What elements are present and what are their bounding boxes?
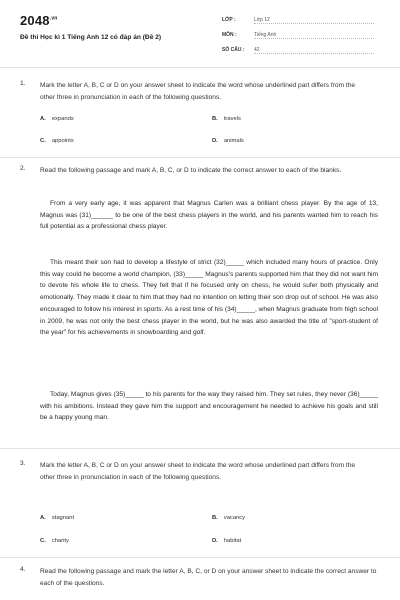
divider [0, 67, 400, 68]
passage-paragraph-3: Today, Magnus gives (35)_____ to his parents for the way they raised him. They set rules, they never (36)_____ with his ambitions. Instead they gave him the support and encouragement he needed to achieve his goals and still be a happy young man. [40, 391, 378, 422]
question-4-text: Read the following passage and mark the letter A, B, C, or D on your answer sheet to indicate the correct answer to each of the questions. [40, 568, 377, 587]
site-logo[interactable] [20, 13, 58, 28]
question-1-option-a[interactable] [40, 116, 74, 122]
question-1-number: 1. [20, 80, 26, 87]
subject-label: MÔN : [222, 32, 237, 38]
subject-value: Tiếng Anh [254, 32, 374, 39]
logo-suffix: .vn [49, 15, 58, 22]
exam-header [0, 0, 400, 60]
class-label: LỚP : [222, 17, 236, 23]
passage-paragraph-1: From a very early age, it was apparent that Magnus Carlen was a brilliant chess player. By the age of 13, Magnus was (31)______ to be one of the best chess players in the world, and his parents wanted him to reach his full potential as a professional chess player. [40, 200, 378, 231]
question-1-text: Mark the letter A, B, C or D on your answer sheet to indicate the word whose underlined part differs from the other three in pronunciation in each of the following questions. [40, 82, 356, 101]
question-3-text: Mark the letter A, B, C or D on your answer sheet to indicate the word whose underlined part differs from the other three in pronunciation in each of the following questions. [40, 462, 356, 481]
option-letter: D. [212, 538, 218, 544]
option-letter: B. [212, 515, 218, 521]
question-3-option-d[interactable] [212, 538, 241, 544]
option-letter: C. [40, 538, 46, 544]
question-3-option-c[interactable] [40, 538, 69, 544]
option-letter: C. [40, 138, 46, 144]
question-2-number: 2. [20, 165, 26, 172]
class-value: Lớp 12 [254, 17, 374, 24]
option-letter: A. [40, 515, 46, 521]
question-count-value: 42 [254, 47, 374, 54]
option-text: stagnant [51, 515, 75, 521]
option-text: vacancy [223, 515, 246, 521]
question-count-label: SỐ CÂU : [222, 47, 245, 53]
divider [0, 448, 400, 449]
question-2-text: Read the following passage and mark A, B, C, or D to indicate the correct answer to each of the blanks. [40, 167, 342, 174]
question-4-number: 4. [20, 566, 26, 573]
divider [0, 157, 400, 158]
question-3-number: 3. [20, 460, 26, 467]
option-text: travels [223, 116, 241, 122]
option-letter: A. [40, 116, 46, 122]
question-1-option-d[interactable] [212, 138, 244, 144]
option-letter: D. [212, 138, 218, 144]
question-1-option-b[interactable] [212, 116, 241, 122]
logo-text: 2048 [20, 13, 50, 28]
option-letter: B. [212, 116, 218, 122]
option-text: animals [223, 138, 244, 144]
question-3-option-b[interactable] [212, 515, 245, 521]
passage-paragraph-2: This meant their son had to develop a lifestyle of strict (32)_____ which included many hours of practice. Only this way could he become a world champion, (33)_____ Magnus's parents supported him that they did not want him to devote his whole life to chess. They felt that if he focused only on chess, he would sufer both physically and emotionally. They made it clear to him that they had no intention on letting their son drop out of school. He was also encouraged to follow his interest in sports. As a rest time of his (34)_____, when Magnus graduate from high school in 2009, he was not only the best chess player in the world, but he was also awarded the title of "sport-student of the year" for his achievements in snowboarding and golf. [40, 259, 378, 337]
exam-title: Đề thi Học kì 1 Tiếng Anh 12 có đáp án (Đề 2) [20, 34, 162, 41]
option-text: appoints [51, 138, 74, 144]
option-text: charity [51, 538, 69, 544]
question-3-option-a[interactable] [40, 515, 74, 521]
option-text: expands [51, 116, 74, 122]
divider [0, 557, 400, 558]
option-text: habitat [223, 538, 242, 544]
question-1-option-c[interactable] [40, 138, 74, 144]
